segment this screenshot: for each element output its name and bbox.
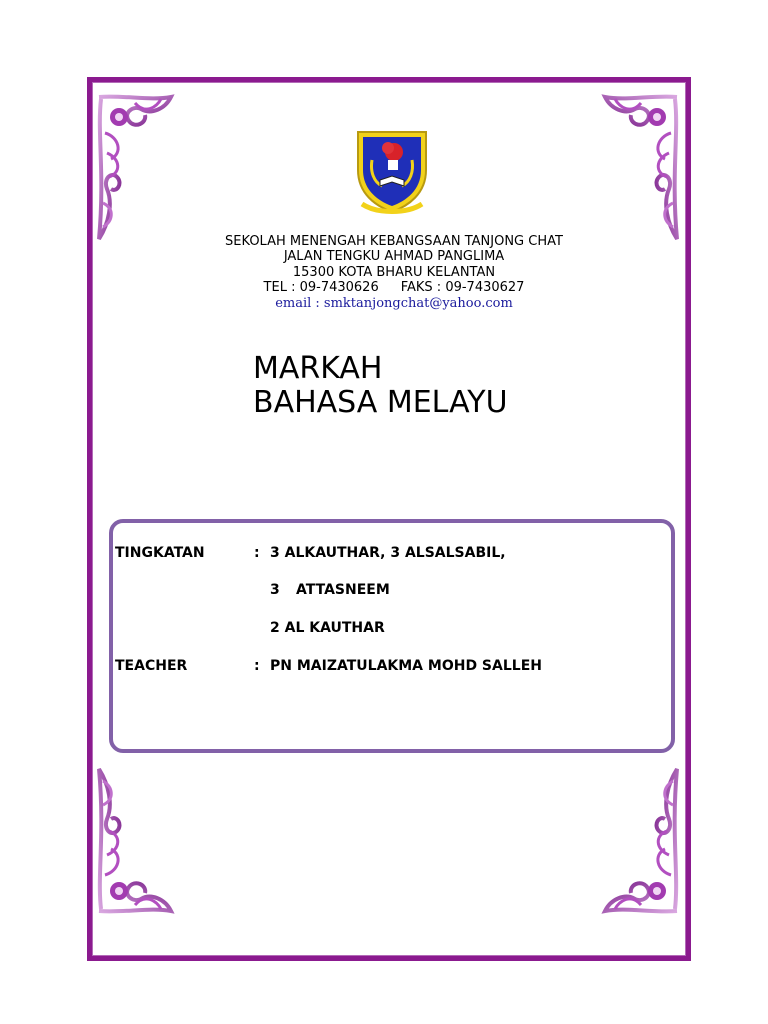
teacher-colon: : (254, 658, 260, 674)
ornament-corner-top-right (599, 93, 681, 243)
tingkatan-label: TINGKATAN (115, 545, 205, 561)
title-line2: BAHASA MELAYU (253, 385, 508, 420)
tingkatan-value-line1: 3 ALKAUTHAR, 3 ALSALSABIL, (270, 545, 506, 561)
ornament-corner-bottom-right (599, 765, 681, 915)
school-crest-logo (352, 124, 432, 216)
school-address-line2: 15300 KOTA BHARU KELANTAN (292, 264, 496, 280)
teacher-label: TEACHER (115, 658, 188, 674)
teacher-value: PN MAIZATULAKMA MOHD SALLEH (270, 658, 542, 674)
tingkatan-value-line3: 2 AL KAUTHAR (270, 620, 385, 636)
tingkatan-colon: : (254, 545, 260, 561)
school-header (150, 234, 638, 311)
school-email: email : smktanjongchat@yahoo.com (275, 295, 513, 311)
tingkatan-line2-name: ATTASNEEM (296, 582, 390, 598)
school-name: SEKOLAH MENENGAH KEBANGSAAN TANJONG CHAT (225, 234, 563, 249)
ornament-corner-top-left (95, 93, 177, 243)
school-faks: FAKS : 09-7430627 (400, 280, 525, 296)
title-line1: MARKAH (253, 351, 383, 386)
ornament-corner-bottom-left (95, 765, 177, 915)
tingkatan-value-line2 (270, 582, 390, 598)
document-title (253, 352, 508, 420)
school-tel: TEL : 09-7430626 (263, 280, 379, 296)
school-address-line1: JALAN TENGKU AHMAD PANGLIMA (283, 249, 505, 265)
school-phone-line (150, 280, 638, 295)
tingkatan-line2-number: 3 (270, 582, 280, 598)
